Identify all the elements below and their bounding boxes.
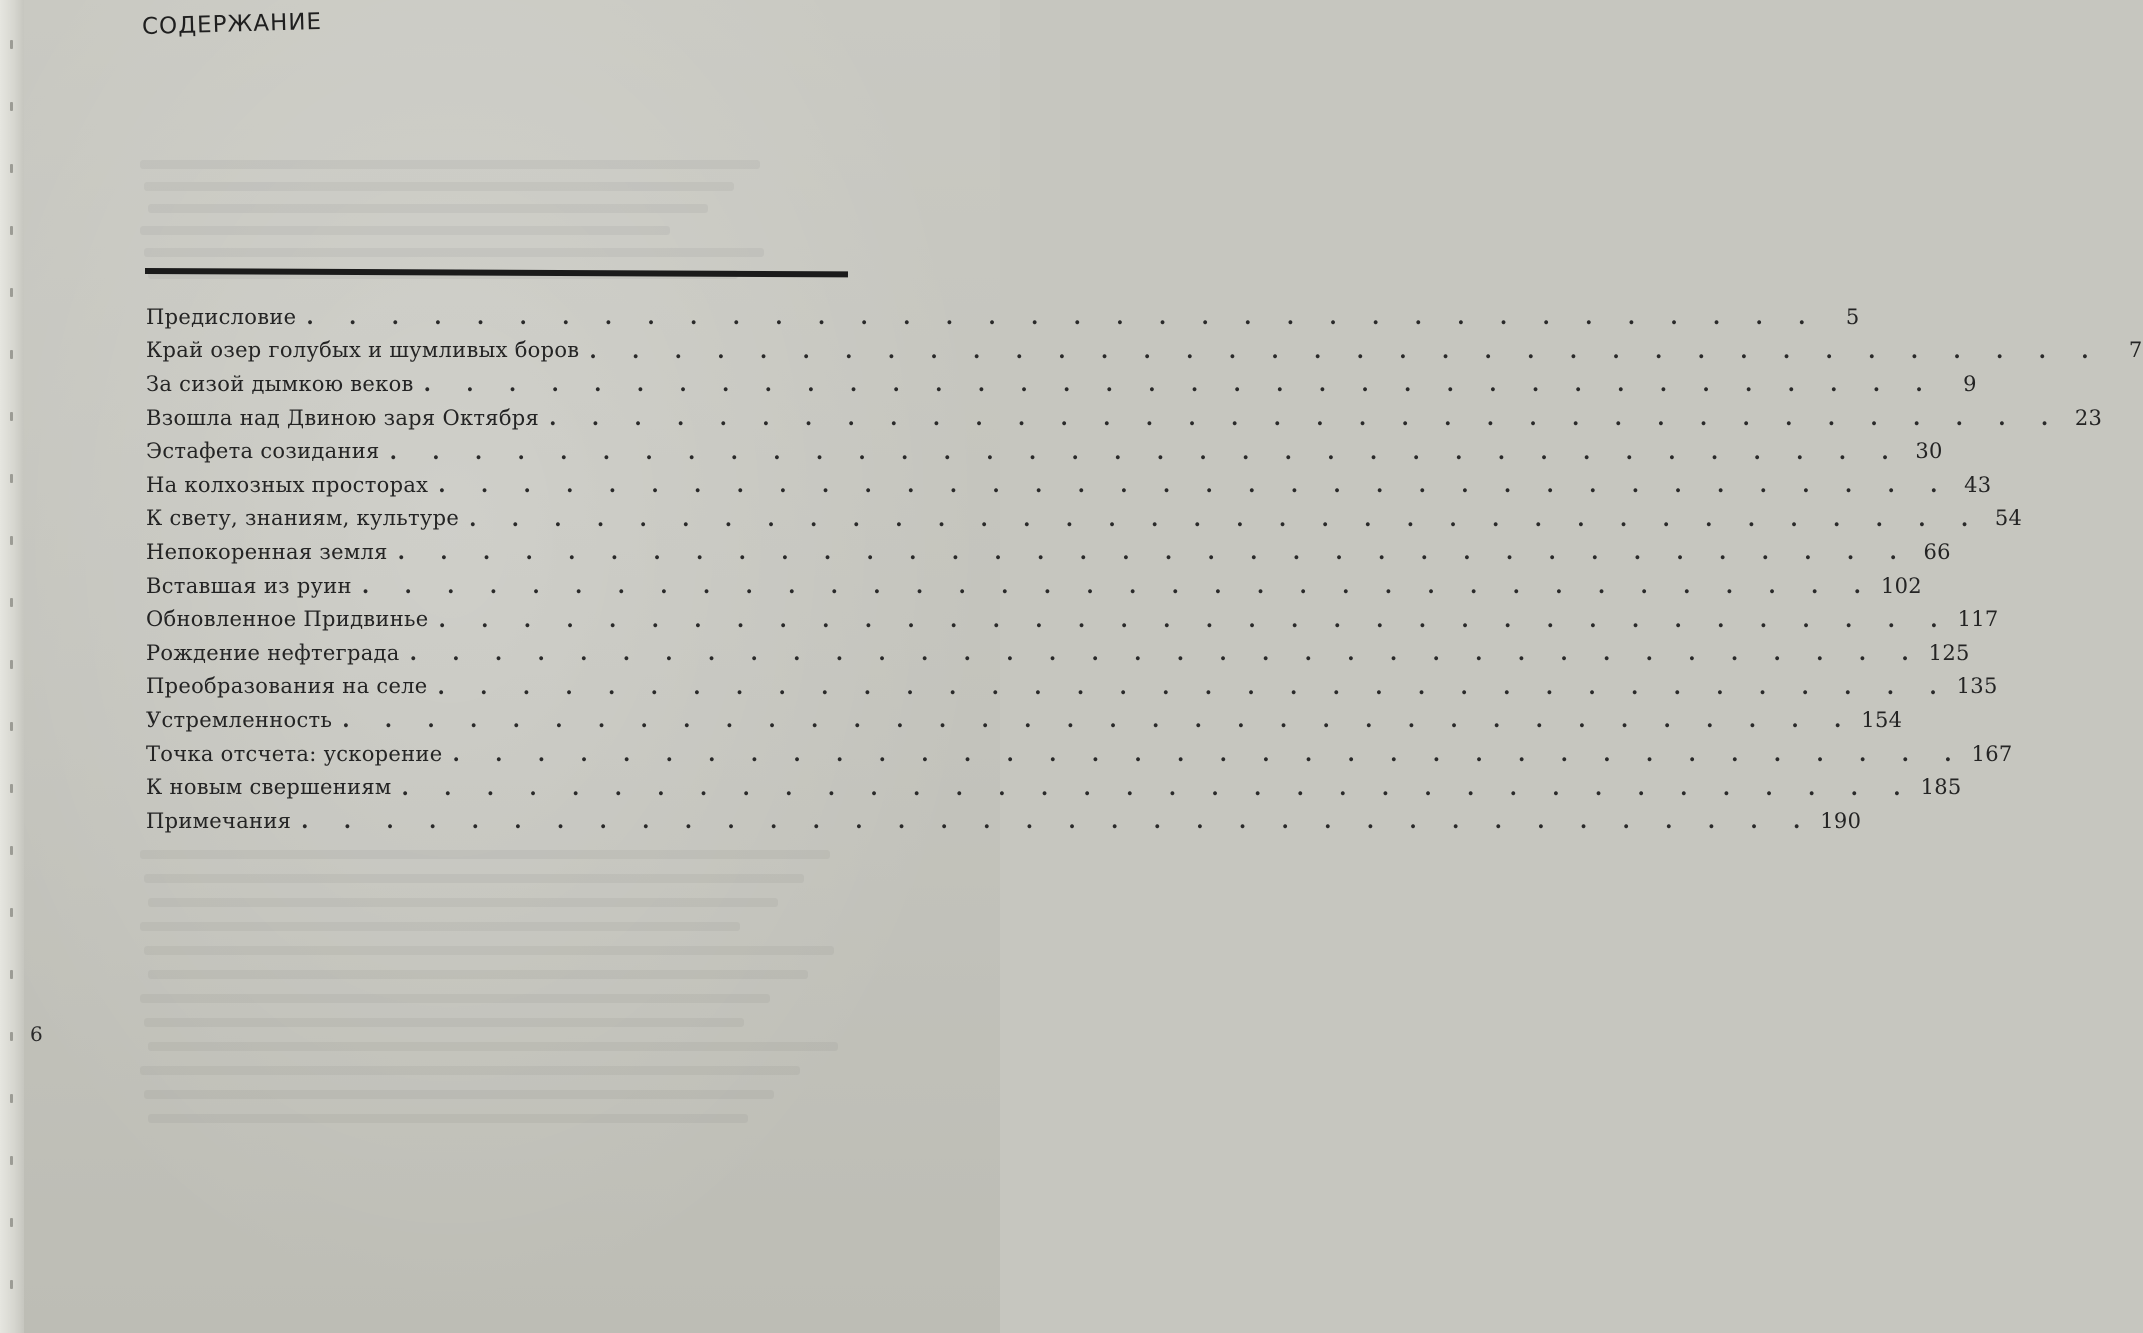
show-through-line bbox=[140, 1066, 800, 1075]
toc-entry-page: 102 bbox=[1880, 573, 1922, 598]
stitch-mark bbox=[10, 226, 13, 235]
toc-dot-leader: . . . . . . . . . . . . . . . . . . . . . . . . . . . . . . . . . . . . bbox=[397, 539, 1911, 565]
stitch-mark bbox=[10, 598, 13, 607]
show-through-line bbox=[148, 970, 808, 979]
toc-entry-title: Взошла над Двиною заря Октября bbox=[146, 405, 540, 430]
show-through-line bbox=[144, 182, 734, 191]
toc-dot-leader: . . . . . . . . . . . . . . . . . . . . . . . . . . . . . . . . . . . . bbox=[409, 640, 1923, 666]
toc-entry bbox=[146, 636, 1970, 670]
toc-entry bbox=[146, 401, 2103, 435]
page-title: СОДЕРЖАНИЕ bbox=[141, 8, 323, 40]
stitch-mark bbox=[10, 412, 13, 421]
show-through-line bbox=[140, 994, 770, 1003]
toc-entry bbox=[146, 804, 1862, 838]
toc-entry bbox=[146, 367, 1977, 401]
show-through-line bbox=[140, 160, 760, 169]
stitch-mark bbox=[10, 1280, 13, 1289]
toc-entry-title: Обновленное Придвинье bbox=[146, 607, 429, 632]
stitch-mark bbox=[10, 474, 13, 483]
show-through-line bbox=[140, 850, 830, 859]
toc-dot-leader: . . . . . . . . . . . . . . . . . . . . . . . . . . . . . . . . . . . . bbox=[438, 472, 1952, 498]
toc-entry-page: 190 bbox=[1820, 808, 1862, 833]
toc-entry-page: 54 bbox=[1994, 506, 2023, 531]
stitch-mark bbox=[10, 102, 13, 111]
stitch-mark bbox=[10, 1156, 13, 1165]
toc-entry-title: Устремленность bbox=[146, 707, 333, 732]
show-through-line bbox=[148, 1114, 748, 1123]
show-through-line bbox=[144, 1090, 774, 1099]
stitch-mark bbox=[10, 722, 13, 731]
show-through-line bbox=[148, 1042, 838, 1051]
toc-entry-page: 43 bbox=[1964, 472, 1992, 497]
toc-entry-title: Непокоренная земля bbox=[146, 539, 388, 564]
stitch-mark bbox=[10, 784, 13, 793]
toc-entry bbox=[146, 468, 1992, 502]
show-through-line bbox=[144, 248, 764, 257]
stitch-mark bbox=[10, 164, 13, 173]
toc-entry-page: 5 bbox=[1845, 304, 1860, 329]
toc-entry bbox=[146, 602, 1999, 636]
toc-entry bbox=[146, 703, 1903, 737]
toc-dot-leader: . . . . . . . . . . . . . . . . . . . . . . . . . . . . . . . . . . . . bbox=[401, 774, 1915, 800]
toc-dot-leader: . . . . . . . . . . . . . . . . . . . . . . . . . . . . . . . . . . . . bbox=[437, 673, 1951, 699]
toc-dot-leader: . . . . . . . . . . . . . . . . . . . . . . . . . . . . . . . . . . . . bbox=[342, 707, 1856, 733]
show-through-line bbox=[140, 226, 670, 235]
toc-entry-title: Точка отсчета: ускорение bbox=[146, 741, 443, 766]
toc-dot-leader: . . . . . . . . . . . . . . . . . . . . . . . . . . . . . . . . . . . . bbox=[301, 808, 1815, 834]
toc-dot-leader: . . . . . . . . . . . . . . . . . . . . . . . . . . . . . . . . . . . . bbox=[452, 741, 1966, 767]
toc-entry-title: Рождение нефтеграда bbox=[146, 640, 400, 665]
toc-entry-page: 30 bbox=[1915, 439, 1943, 464]
toc-entry bbox=[146, 569, 1922, 603]
toc-entry bbox=[146, 502, 2023, 536]
stitch-mark bbox=[10, 1094, 13, 1103]
toc-entry-title: Преобразования на селе bbox=[146, 674, 428, 699]
toc-entry-page: 167 bbox=[1971, 741, 2013, 766]
toc-entry-title: Примечания bbox=[146, 808, 292, 833]
show-through-line bbox=[144, 874, 804, 883]
show-through-line bbox=[144, 1018, 744, 1027]
toc-dot-leader: . . . . . . . . . . . . . . . . . . . . . . . . . . . . . . . . . . . . bbox=[423, 371, 1937, 397]
toc-entry bbox=[146, 770, 1962, 804]
stitch-mark bbox=[10, 660, 13, 669]
toc-entry-title: Предисловие bbox=[146, 304, 297, 329]
page-edge-mark: 6 bbox=[30, 1022, 43, 1046]
stitch-mark bbox=[10, 288, 13, 297]
toc-entry-page: 125 bbox=[1928, 640, 1970, 665]
table-of-contents bbox=[146, 300, 2143, 838]
stitch-mark bbox=[10, 40, 13, 49]
toc-entry bbox=[146, 535, 1951, 569]
stitch-mark bbox=[10, 350, 13, 359]
toc-dot-leader: . . . . . . . . . . . . . . . . . . . . . . . . . . . . . . . . . . . . bbox=[589, 337, 2103, 363]
toc-entry-page: 23 bbox=[2074, 405, 2103, 430]
stitch-mark bbox=[10, 846, 13, 855]
toc-entry-page: 117 bbox=[1957, 607, 1999, 632]
toc-dot-leader: . . . . . . . . . . . . . . . . . . . . . . . . . . . . . . . . . . . . bbox=[389, 438, 1903, 464]
toc-entry bbox=[146, 737, 2013, 771]
toc-entry-page: 7 bbox=[2128, 338, 2143, 363]
stitch-mark bbox=[10, 908, 13, 917]
toc-entry-title: На колхозных просторах bbox=[146, 472, 429, 497]
toc-dot-leader: . . . . . . . . . . . . . . . . . . . . . . . . . . . . . . . . . . . . bbox=[438, 606, 1952, 632]
toc-entry-page: 154 bbox=[1861, 707, 1903, 732]
toc-entry-page: 66 bbox=[1923, 539, 1951, 564]
toc-dot-leader: . . . . . . . . . . . . . . . . . . . . . . . . . . . . . . . . . . . . bbox=[469, 505, 1983, 531]
toc-entry-title: Эстафета созидания bbox=[146, 439, 380, 464]
toc-entry bbox=[146, 434, 1943, 468]
toc-entry-page: 185 bbox=[1920, 775, 1962, 800]
show-through-line bbox=[140, 922, 740, 931]
toc-entry bbox=[146, 334, 2143, 368]
stitch-mark bbox=[10, 1218, 13, 1227]
toc-entry-title: Край озер голубых и шумливых боров bbox=[146, 338, 580, 363]
stitch-mark bbox=[10, 536, 13, 545]
show-through-line bbox=[148, 204, 708, 213]
show-through-line bbox=[148, 898, 778, 907]
toc-dot-leader: . . . . . . . . . . . . . . . . . . . . . . . . . . . . . . . . . . . . bbox=[361, 573, 1875, 599]
toc-entry-title: Вставшая из руин bbox=[146, 573, 352, 598]
toc-entry bbox=[146, 300, 1860, 334]
toc-entry-title: К свету, знаниям, культуре bbox=[146, 506, 460, 531]
toc-entry bbox=[146, 670, 1998, 704]
toc-entry-title: К новым свершениям bbox=[146, 775, 392, 800]
toc-dot-leader: . . . . . . . . . . . . . . . . . . . . . . . . . . . . . . . . . . . . bbox=[306, 304, 1820, 330]
toc-dot-leader: . . . . . . . . . . . . . . . . . . . . . . . . . . . . . . . . . . . . bbox=[549, 405, 2063, 431]
toc-entry-page: 9 bbox=[1963, 371, 1977, 396]
show-through-line bbox=[144, 946, 834, 955]
toc-entry-title: За сизой дымкою веков bbox=[146, 371, 414, 396]
toc-entry-page: 135 bbox=[1956, 674, 1998, 699]
stitch-mark bbox=[10, 1032, 13, 1041]
stitch-mark bbox=[10, 970, 13, 979]
